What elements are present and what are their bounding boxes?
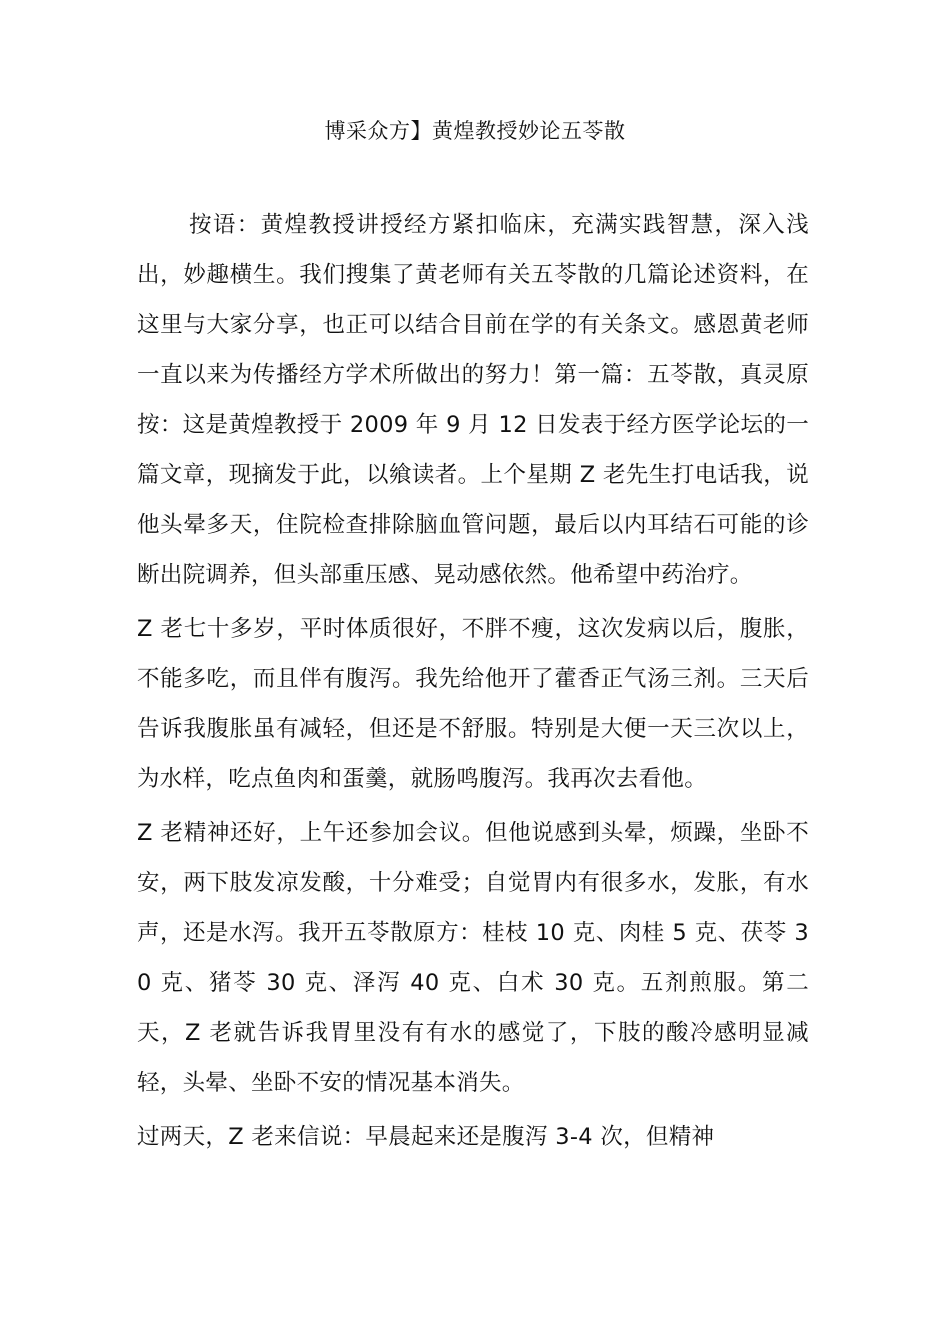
document-body [137, 200, 809, 1166]
paragraph-case-history: Z 老七十多岁，平时体质很好，不胖不瘦，这次发病以后，腹胀，不能多吃，而且伴有腹泻。我先给他开了藿香正气汤三剂。三天后告诉我腹胀虽有减轻，但还是不舒服。特别是大便一天三次以上，为水样，吃点鱼肉和蛋羹，就肠鸣腹泻。我再次去看他。 [137, 616, 809, 792]
paragraph-preface: 按语：黄煌教授讲授经方紧扣临床，充满实践智慧，深入浅出，妙趣横生。我们搜集了黄老师有关五苓散的几篇论述资料，在这里与大家分享，也正可以结合目前在学的有关条文。感恩黄老师一直以来为传播经方学术所做出的努力！第一篇：五苓散，真灵原按：这是黄煌教授于 2009 年 9 月 12 日发表于经方医学论坛的一篇文章，现摘发于此，以飨读者。上个星期 Z 老先生打电话我，说他头晕多天，住院检查排除脑血管问题，最后以内耳结石可能的诊断出院调养，但头部重压感、晃动感依然。他希望中药治疗。 [137, 212, 809, 588]
paragraph-followup: 过两天，Z 老来信说：早晨起来还是腹泻 3-4 次，但精神 [137, 1124, 715, 1150]
paragraph-prescription: Z 老精神还好，上午还参加会议。但他说感到头晕，烦躁，坐卧不安，两下肢发凉发酸，十分难受；自觉胃内有很多水，发胀，有水声，还是水泻。我开五苓散原方：桂枝 10 克、肉桂 5 克、茯苓 30 克、猪苓 30 克、泽泻 40 克、白术 30 克。五剂煎服。第二天，Z 老就告诉我胃里没有有水的感觉了，下肢的酸冷感明显减轻，头晕、坐卧不安的情况基本消失。 [137, 820, 809, 1096]
document-title: 博采众方】黄煌教授妙论五苓散 [324, 119, 626, 143]
